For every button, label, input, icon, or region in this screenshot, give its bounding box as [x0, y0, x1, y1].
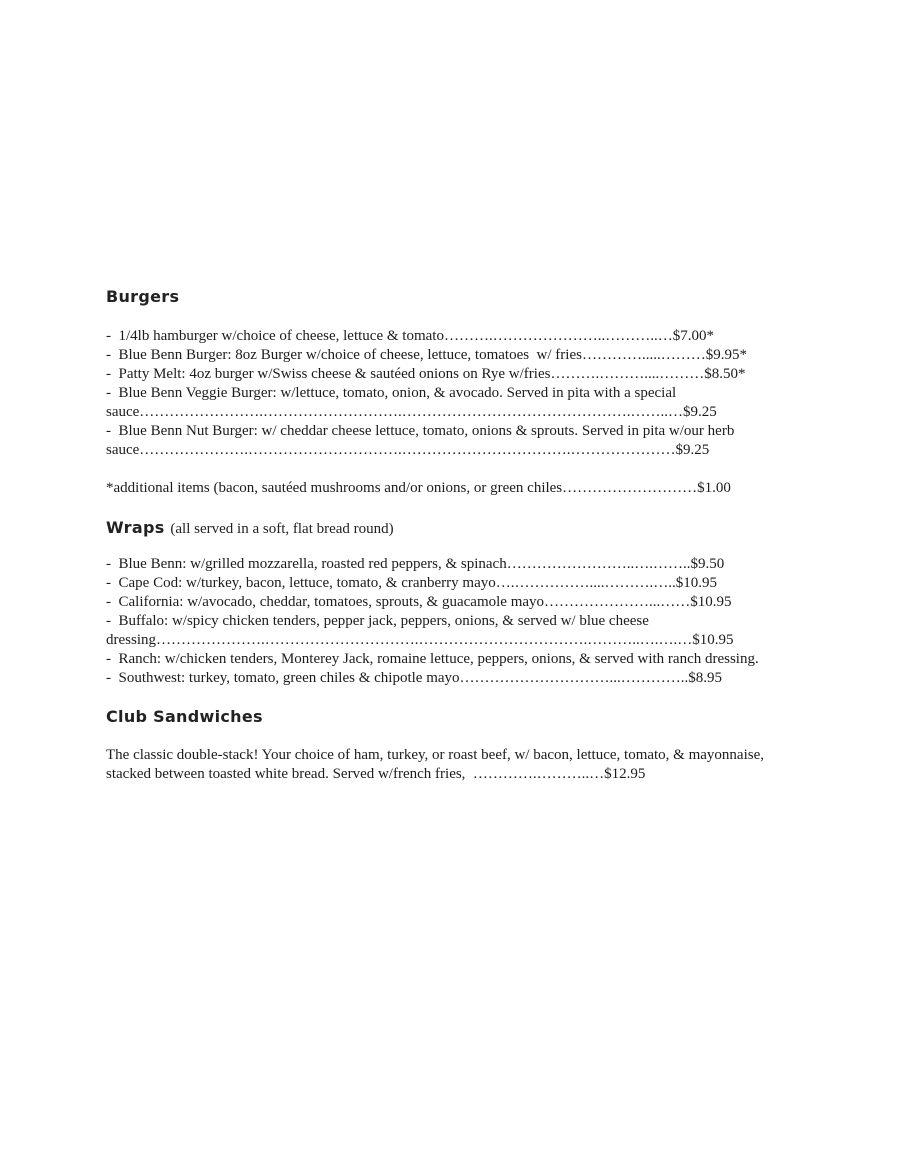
menu-item: - California: w/avocado, cheddar, tomatoes, sprouts, & guacamole mayo…………………...……$10.95 [106, 594, 732, 610]
additional-items-note: *additional items (bacon, sautéed mushrooms and/or onions, or green chiles………………………$1.00 [106, 480, 731, 496]
menu-item: - Blue Benn Nut Burger: w/ cheddar cheese lettuce, tomato, onions & sprouts. Served in pita w/our herb sauce………………….………………………….…………………………….…………………$9.25 [106, 423, 739, 458]
menu-item: - 1/4lb hamburger w/choice of cheese, lettuce & tomato……….…………………..………..…$7.00* [106, 328, 714, 344]
menu-page [106, 286, 806, 784]
menu-item: - Patty Melt: 4oz burger w/Swiss cheese & sautéed onions on Rye w/fries……….………....………$8.50* [106, 366, 746, 382]
wraps-note: (all served in a soft, flat bread round) [170, 521, 394, 537]
wraps-heading [106, 517, 806, 540]
wraps-list [106, 555, 806, 688]
menu-item: - Buffalo: w/spicy chicken tenders, pepper jack, peppers, onions, & served w/ blue cheese dressing………………….………………………….…………………………….………..….….…$10.95 [106, 613, 734, 648]
wraps-title: Wraps [106, 518, 165, 537]
menu-item: - Cape Cod: w/turkey, bacon, lettuce, tomato, & cranberry mayo….……………....……….…..$10.95 [106, 575, 717, 591]
menu-item: - Ranch: w/chicken tenders, Monterey Jack, romaine lettuce, peppers, onions, & served with ranch dressing. [106, 651, 759, 667]
menu-item: - Blue Benn: w/grilled mozzarella, roasted red peppers, & spinach……………………..….……..$9.50 [106, 556, 725, 572]
menu-item: - Southwest: turkey, tomato, green chiles & chipotle mayo…………………………...…………..$8.95 [106, 670, 723, 686]
burgers-heading: Burgers [106, 287, 180, 306]
club-sandwich-description: The classic double-stack! Your choice of ham, turkey, or roast beef, w/ bacon, lettuce, tomato, & mayonnaise, stacked between toasted white bread. Served w/french fries, ………….………..…$12.95 [106, 747, 768, 782]
menu-item: - Blue Benn Veggie Burger: w/lettuce, tomato, onion, & avocado. Served in pita with a special sauce…………………….……………………….……………………………………….……..…$9.25 [106, 385, 717, 420]
club-sandwiches-heading: Club Sandwiches [106, 707, 263, 726]
menu-item: - Blue Benn Burger: 8oz Burger w/choice of cheese, lettuce, tomatoes w/ fries………….....………$9.95* [106, 347, 747, 363]
burgers-list [106, 327, 806, 460]
